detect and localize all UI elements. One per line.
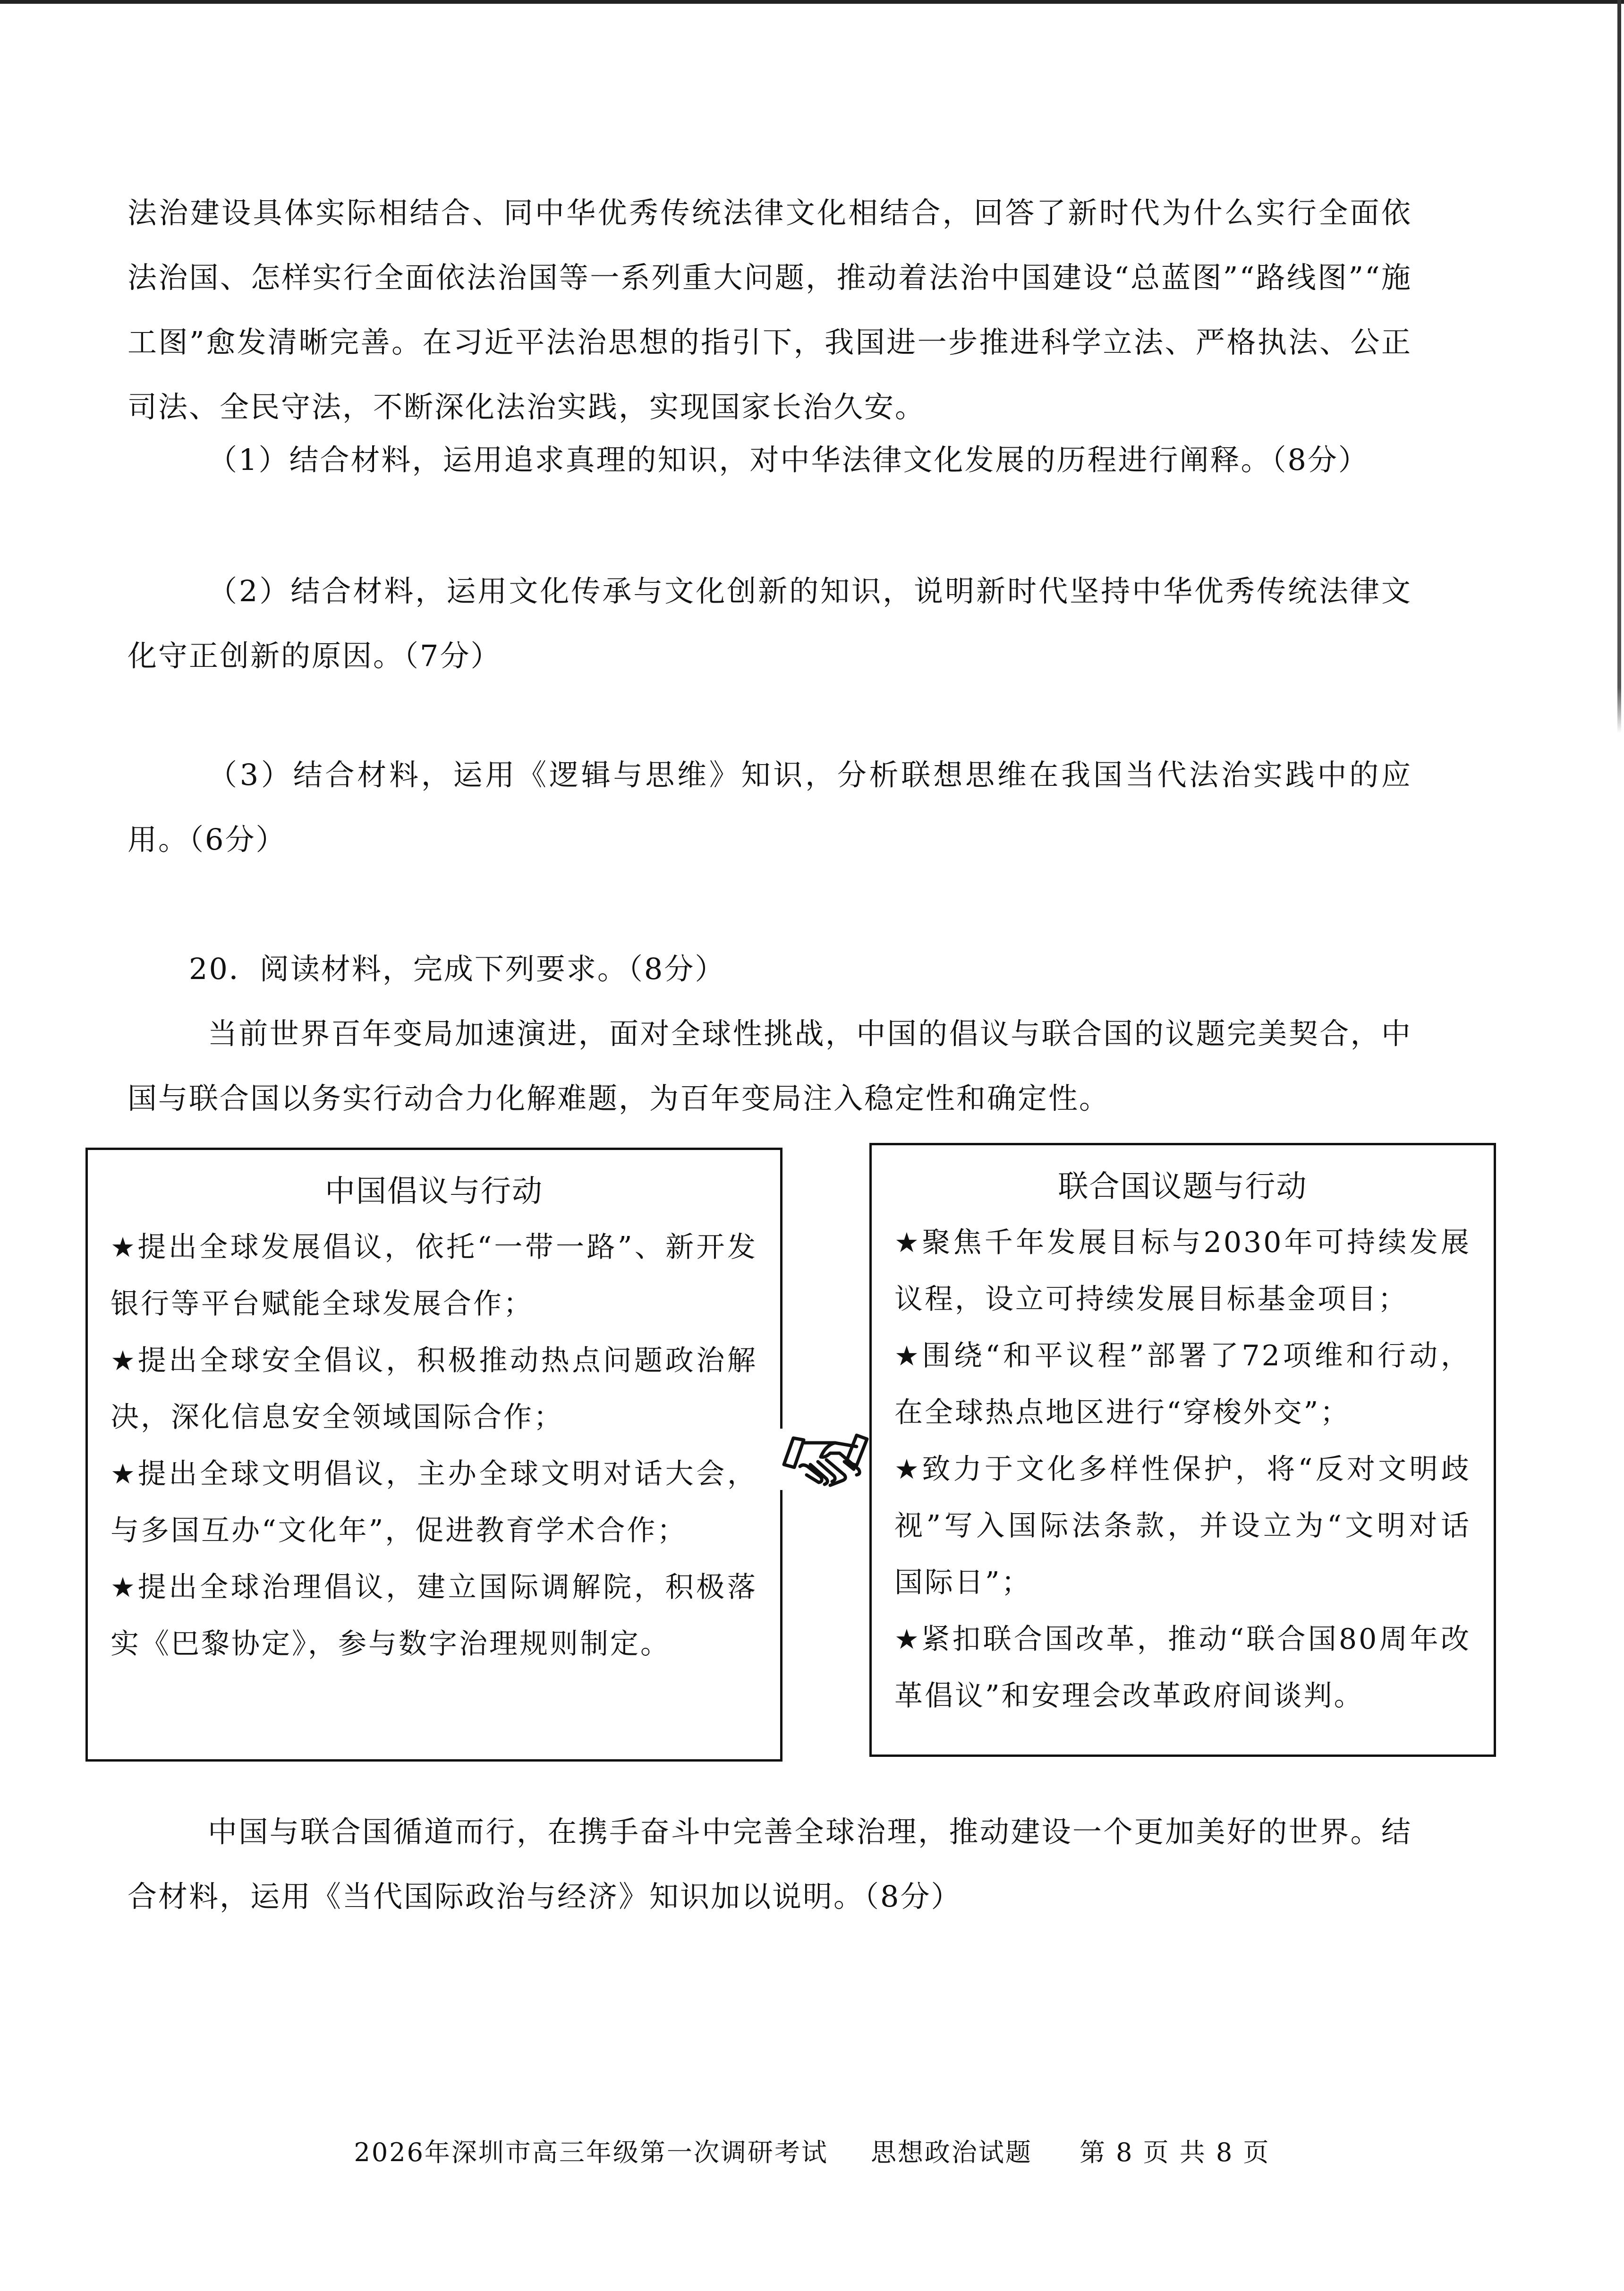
star-icon: ★ bbox=[894, 1226, 922, 1259]
un-box-item-text: 聚焦千年发展目标与2030年可持续发展议程，设立可持续发展目标基金项目； bbox=[894, 1226, 1471, 1316]
china-box-item-text: 提出全球治理倡议，建立国际调解院，积极落实《巴黎协定》，参与数字治理规则制定。 bbox=[111, 1571, 758, 1661]
china-box-item bbox=[111, 1446, 757, 1559]
star-icon: ★ bbox=[111, 1571, 138, 1603]
china-box-item bbox=[111, 1332, 757, 1446]
handshake-icon bbox=[774, 1429, 876, 1490]
question-19-3: （3）结合材料，运用《逻辑与思维》知识，分析联想思维在我国当代法治实践中的应用。（6分） bbox=[128, 758, 1412, 857]
page-footer bbox=[0, 2132, 1624, 2169]
footer-subject: 思想政治试题 bbox=[870, 2138, 1032, 2167]
china-box-item-text: 提出全球发展倡议，依托“一带一路”、新开发银行等平台赋能全球发展合作； bbox=[111, 1231, 757, 1320]
question-20-intro: 当前世界百年变局加速演进，面对全球性挑战，中国的倡议与联合国的议题完美契合，中国与联合国以务实行动合力化解难题，为百年变局注入稳定性和确定性。 bbox=[128, 1016, 1412, 1116]
un-box-item-text: 围绕“和平议程”部署了72项维和行动，在全球热点地区进行“穿梭外交”； bbox=[894, 1339, 1471, 1429]
footer-exam-title: 2026年深圳市高三年级第一次调研考试 bbox=[354, 2138, 828, 2167]
un-box-title: 联合国议题与行动 bbox=[1058, 1169, 1308, 1204]
question-19-2: （2）结合材料，运用文化传承与文化创新的知识，说明新时代坚持中华优秀传统法律文化守正创新的原因。（7分） bbox=[128, 574, 1412, 673]
star-icon: ★ bbox=[894, 1623, 922, 1655]
china-box-title: 中国倡议与行动 bbox=[325, 1174, 543, 1209]
china-box-item-text: 提出全球安全倡议，积极推动热点问题政治解决，深化信息安全领域国际合作； bbox=[111, 1344, 758, 1434]
star-icon: ★ bbox=[111, 1345, 138, 1377]
question-20-closing: 中国与联合国循道而行，在携手奋斗中完善全球治理，推动建设一个更加美好的世界。结合材料，运用《当代国际政治与经济》知识加以说明。（8分） bbox=[128, 1814, 1412, 1914]
question-20-heading: 20．阅读材料，完成下列要求。（8分） bbox=[189, 952, 726, 986]
star-icon: ★ bbox=[894, 1340, 922, 1372]
un-box-item bbox=[894, 1441, 1471, 1611]
china-box-item-text: 提出全球文明倡议，主办全球文明对话大会，与多国互办“文化年”，促进教育学术合作； bbox=[111, 1457, 758, 1547]
scan-edge-right bbox=[1617, 0, 1621, 2291]
un-box-item-text: 致力于文化多样性保护，将“反对文明歧视”写入国际法条款，并设立为“文明对话国际日”； bbox=[894, 1453, 1471, 1599]
scan-edge-top bbox=[0, 0, 1624, 4]
footer-page-number: 第 8 页 共 8 页 bbox=[1079, 2138, 1270, 2167]
china-box-item bbox=[111, 1559, 757, 1672]
un-box-item bbox=[894, 1214, 1471, 1328]
china-initiatives-box bbox=[85, 1148, 782, 1762]
china-box-item bbox=[111, 1219, 757, 1332]
star-icon: ★ bbox=[111, 1231, 138, 1263]
material-continuation: 法治建设具体实际相结合、同中华优秀传统法律文化相结合，回答了新时代为什么实行全面依法治国、怎样实行全面依法治国等一系列重大问题，推动着法治中国建设“总蓝图”“路线图”“施工图”愈发清晰完善。在习近平法治思想的指引下，我国进一步推进科学立法、严格执法、公正司法、全民守法，不断深化法治实践，实现国家长治久安。 bbox=[128, 196, 1412, 424]
un-agenda-box bbox=[869, 1143, 1496, 1757]
star-icon: ★ bbox=[894, 1453, 922, 1485]
un-box-item bbox=[894, 1328, 1471, 1441]
question-19-1: （1）结合材料，运用追求真理的知识，对中华法律文化发展的历程进行阐释。（8分） bbox=[208, 443, 1369, 477]
star-icon: ★ bbox=[111, 1458, 138, 1490]
un-box-item-text: 紧扣联合国改革，推动“联合国80周年改革倡议”和安理会改革政府间谈判。 bbox=[894, 1623, 1471, 1712]
un-box-item bbox=[894, 1611, 1471, 1724]
